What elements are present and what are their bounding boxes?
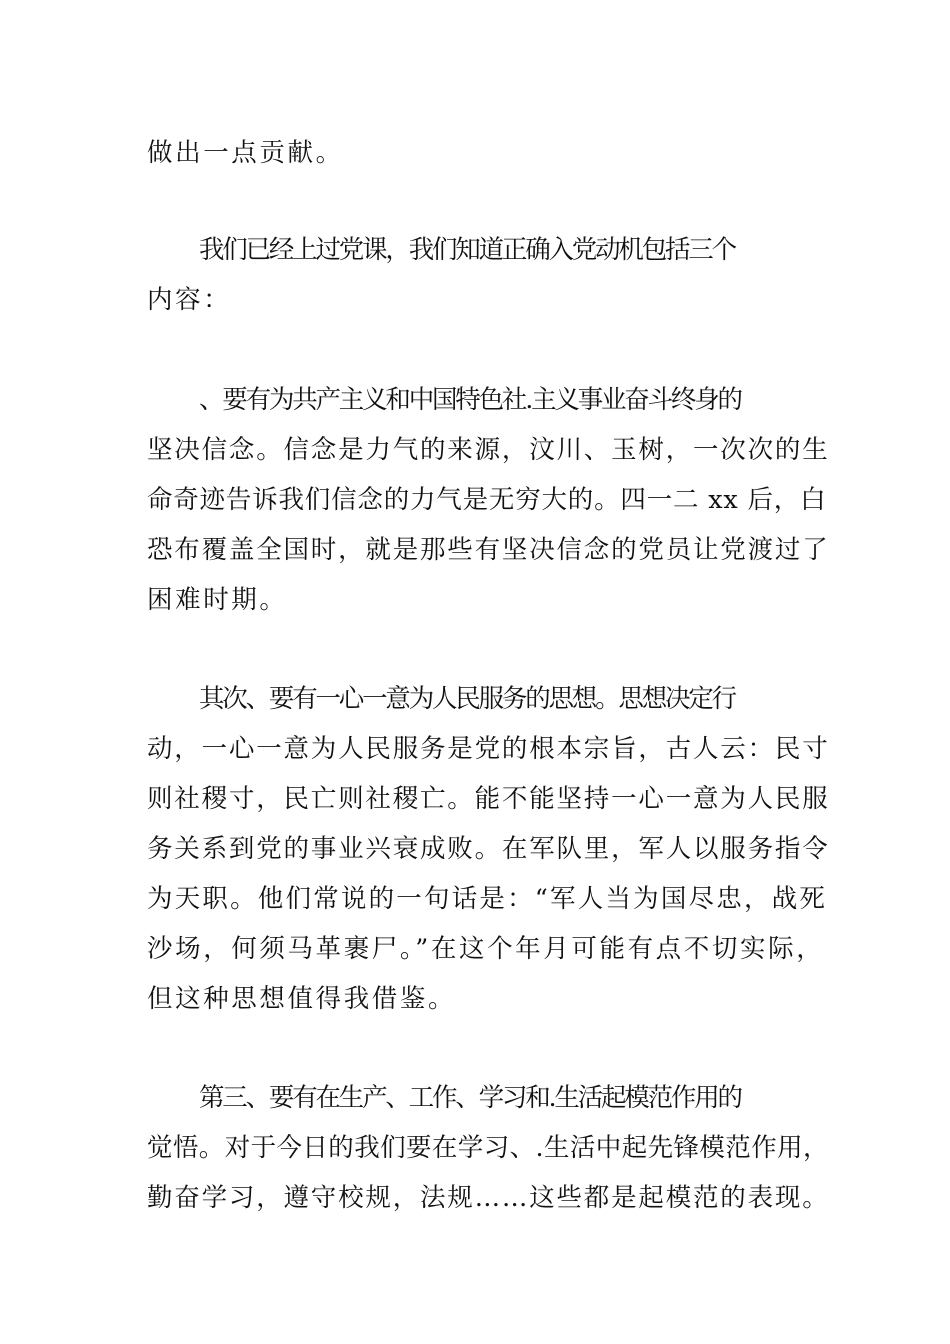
paragraph-first-line: 困难时期。: [147, 585, 288, 615]
paragraph-third-line: 第三、要有在生产、工作、学习和.生活起模范作用的: [199, 1083, 741, 1113]
paragraph-second-line: 但这种思想值得我借鉴。: [147, 984, 457, 1014]
paragraph-motive-line: 内容：: [147, 285, 232, 315]
paragraph-second-line: 务关系到党的事业兴衰成败。在军队里，军人以服务指令: [147, 834, 830, 864]
paragraph-second-line: 动，一心一意为人民服务是党的根本宗旨，古人云：民寸: [147, 734, 830, 764]
paragraph-continuation-line: 做出一点贡献。: [147, 138, 344, 168]
paragraph-motive-line: 我们已经上过党课，我们知道正确入党动机包括三个: [199, 235, 735, 265]
paragraph-first-line: 坚决信念。信念是力气的来源，汶川、玉树，一次次的生: [147, 435, 830, 465]
paragraph-first-line: 、要有为共产主义和中国特色社.主义事业奋斗终身的: [199, 385, 741, 415]
paragraph-third-line: 勤奋学习，遵守校规，法规……这些都是起模范的表现。: [147, 1183, 830, 1213]
paragraph-first-line: 恐布覆盖全国时，就是那些有坚决信念的党员让党渡过了: [147, 535, 830, 565]
paragraph-second-line: 其次、要有一心一意为人民服务的思想。思想决定行: [199, 684, 735, 714]
paragraph-third-line: 觉悟。对于今日的我们要在学习、.生活中起先锋模范作用，: [147, 1133, 829, 1163]
paragraph-first-line: 命奇迹告诉我们信念的力气是无穷大的。四一二 xx 后，白: [147, 485, 827, 515]
paragraph-second-line: 则社稷寸，民亡则社稷亡。能不能坚持一心一意为人民服: [147, 784, 830, 814]
paragraph-second-line: 为天职。他们常说的一句话是：“军人当为国尽忠，战死: [147, 884, 828, 914]
paragraph-second-line: 沙场，何须马革裹尸。”在这个年月可能有点不切实际，: [147, 934, 825, 964]
